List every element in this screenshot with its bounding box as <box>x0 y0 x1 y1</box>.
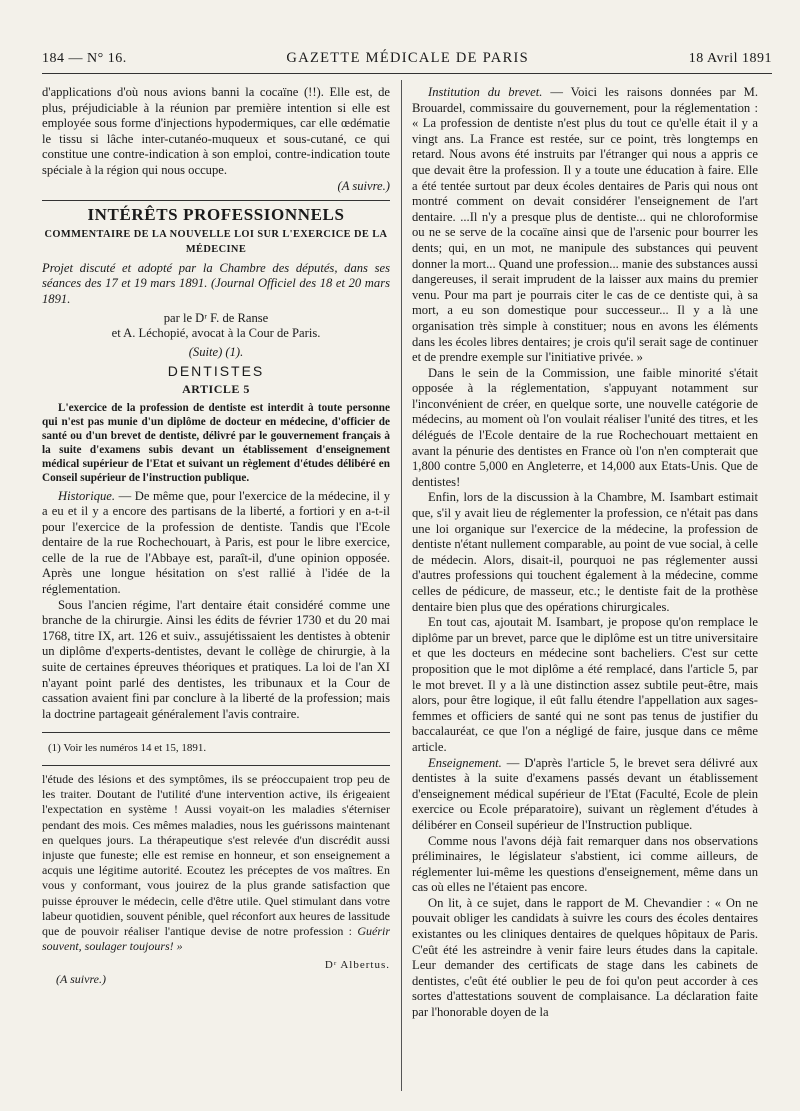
brevet-paragraph: En tout cas, ajoutait M. Isambart, je propose qu'on remplace le diplôme par un brevet, parce que le diplôme est un titre universitaire et que les docteurs en médecine sont bacheliers. C'est sur cette proposition que le mot diplôme a été remplacé, dans l'article 5, par le mot brevet. Il y a là une distinction assez subtile peut-être, mais alors, pour être logique, il eût fallu étendre l'appellation aux sages-femmes et officiers de santé qui ne sont pas tenus de justifier du baccalauréat, ce que l'on a négligé de faire, jusque dans ce même article. <box>412 615 758 754</box>
historique-paragraph <box>42 489 390 598</box>
enseignement-paragraph <box>412 756 758 834</box>
isambart-paragraph: Enfin, lors de la discussion à la Chambre, M. Isambart estimait que, s'il y avait lieu de réglementer la profession, ce n'était pas dans une loi organique sur l'exercice de la médecine, la profession de dentiste n'étant nullement comparable, au point de vue social, à celle de médecin. Alors, disait-il, pourquoi ne pas réglementer aussi d'autres professions qui touchent également à la médecine, comme celles de pédicure, de masseur, etc.; le dentiste fait de la prothèse dentaire bien plus que des opérations chirurgicales. <box>412 490 758 614</box>
institution-paragraph <box>412 85 758 366</box>
historique-label: Historique. <box>58 488 116 503</box>
divider <box>42 732 390 733</box>
divider <box>42 765 390 766</box>
motto: Guérir souvent, soulager toujours! » <box>42 924 390 954</box>
page-number: 184 — N° 16. <box>42 51 127 66</box>
continued-paragraph: d'applications d'où nous avions banni la cocaïne (!!). Elle est, de plus, préjudiciable à la réunion par première intention si elle est employée sous forme d'injections hypodermiques, car elle œdématie le tissu si lâche inter-cutanéo-muqueux et sous-cutané, ce qui constitue une contre-indication à son emploi, contre-indication toute spéciale à la région qui nous occupe. <box>42 85 390 177</box>
regime-paragraph: Sous l'ancien régime, l'art dentaire était considéré comme une branche de la chirurgie. Ainsi les édits de février 1730 et du 20 mai 1768, titre IX, art. 126 et suiv., assujétissaient les dentistes à obtenir un diplôme d'experts-dentistes, devant le collège de chirurgie, à la suite de certaines épreuves théoriques et pratiques. La loi de l'an XI n'ayant point parlé des dentistes, les tribunaux et la Cour de cassation avaient fini par conclure à la liberté de la profession; mais la doctrine partageait généralement l'avis contraire. <box>42 597 390 721</box>
institution-text: — Voici les raisons données par M. Brouardel, commissaire du gouvernement, pour la réglementation : « La profession de dentiste n'est plus du tout ce qu'elle était il y a vingt ans. La France est restée, sur ce point, très longtemps en retard. Nous avons été instruits par l'étranger qui nous a appris ce que devait être la profession. Il y a toute une éducation à faire. Elle a été tentée surtout par deux écoles dentaires de Paris qui nous ont montré comment on devait considérer l'enseignement de l'art dentaire. ...Il n'y a presque plus de dentiste... qui ne chloroformise ou ne se serve de la cocaïne ainsi que de l'arsenic pour bourrer les dents; qui, en un mot, ne manipule des substances qui peuvent donner la mort... Quand une profession... manie des substances aussi dangereuses, il serait imprudent de la laisser aux mains du premier venu. Pour ma part je pourrais citer le cas de ce dentiste qui, à sa mort, a eu son domestique pour successeur... Il y a là une organisation très simple à constituer; nous en avons les éléments dans les écoles libres dentaires; je crois qu'il serait sage de continuer et de prendre exemple sur l'initiative privée. » <box>412 85 758 365</box>
author-line-2: et A. Léchopié, avocat à la Cour de Paris. <box>111 326 321 341</box>
feuilleton-text: l'étude des lésions et des symptômes, ils se préoccupaient trop peu de les traiter. Doutant de l'utilité d'une intervention active, ils érigeaient l'expectation en système ! Aussi voyait-on les maladies s'éterniser pendant des mois. Ces mêmes maladies, nous les guérissons maintenant en quelques jours. La thérapeutique s'est relevée d'un discrédit aussi injuste que funeste; elle est remise en honneur, et son enseignement a acquis une légitime autorité. Ecoutez les préceptes de vos maîtres. En vous y conformant, vous jouirez de la plus grande satisfaction que puisse éprouver le médecin, celle d'être utile. Quel stimulant dans votre labeur quotidien, souvent pénible, quel réconfort aux heures de lassitude que de pouvoir réaliser l'antique devise de notre profession : <box>42 772 390 939</box>
suite-label: (Suite) (1). <box>188 344 244 359</box>
chevandier-paragraph: On lit, à ce sujet, dans le rapport de M. Chevandier : « On ne pouvait obliger les candidats à suivre les cours des écoles dentaires existantes ou les cliniques dentaires de quelques hôpitaux de Paris. C'eût été les astreindre à venir faire leurs études dans la capitale. Leur demander des certificats de stage dans les cabinets de dentistes, c'eût été oublier le peu de foi qu'on peut accorder à ces sortes d'attestations souvent de complaisance. La déclaration faite par l'honorable doyen de la <box>412 895 758 1020</box>
historique-text: — De même que, pour l'exercice de la médecine, il y a eu et il y a encore des partisans de la liberté, a fortiori y en a-t-il pour l'exercice de la profession de dentiste. Tandis que l'Ecole dentaire de la rue Rochechouart, à Paris, est pour le libre exercice, celle de la rue de l'Abbaye est, paraît-il, d'une opinion opposée. Après une longue hésitation on s'est rallié à l'idée de la réglementation. <box>42 488 390 597</box>
lead-text: Projet discuté et adopté par la Chambre des députés, dans ses séances des 17 et 19 mars 1891. (Journal Officiel des 18 et 20 mars 1891. <box>42 260 390 306</box>
institution-label: Institution du brevet. <box>428 85 543 99</box>
right-column <box>412 85 758 1021</box>
left-column <box>42 85 390 988</box>
to-be-continued-2: (A suivre.) <box>56 972 106 987</box>
section-title: INTÉRÊTS PROFESSIONNELS <box>87 205 345 225</box>
signature: Dʳ Albertus. <box>324 959 390 972</box>
to-be-continued: (A suivre.) <box>337 178 390 193</box>
footnote: (1) Voir les numéros 14 et 15, 1891. <box>48 742 207 755</box>
header-rule <box>42 73 772 74</box>
article-subtitle: COMMENTAIRE DE LA NOUVELLE LOI SUR L'EXERCICE DE LA MÉDECINE <box>44 228 388 255</box>
observations-paragraph: Comme nous l'avons déjà fait remarquer dans nos observations préliminaires, le législateur s'abstient, ici comme ailleurs, de réglementer lui-même les questions d'enseignement, même dans un cas où elles ne l'étaient pas encore. <box>412 833 758 895</box>
commission-paragraph: Dans le sein de la Commission, une faible minorité s'était opposée à la réglementation, s'appuyant notamment sur l'inconvénient de créer, en quelque sorte, une nouvelle catégorie de médecins, au moment où l'on voulait réaliser l'unité des titres, et les délégués de l'Ecole dentaire de la rue Rochechouart mettaient en avant la pénurie des dentistes en France où l'on n'en compterait que 1,800 contre 5,000 en Angleterre, et 14,000 aux Etats-Unis. Que de dentistes! <box>412 365 758 489</box>
enseignement-label: Enseignement. <box>428 755 502 770</box>
journal-title: GAZETTE MÉDICALE DE PARIS <box>286 50 530 66</box>
article-text: L'exercice de la profession de dentiste est interdit à toute personne qui n'est pas munie d'un diplôme de docteur en médecine, d'officier de santé ou d'un brevet de dentiste, délivré par le gouvernement français à la suite d'examens subis devant un établissement d'enseignement médical supérieur de l'Etat et suivant un règlement d'études délibéré en Conseil supérieur de l'instruction publique. <box>42 401 390 484</box>
issue-date: 18 Avril 1891 <box>688 51 772 66</box>
column-divider <box>401 80 402 1091</box>
subsection-title: DENTISTES <box>167 363 265 380</box>
enseignement-text: — D'après l'article 5, le brevet sera délivré aux dentistes à la suite d'examens passés devant un établissement d'enseignement médical supérieur de l'Etat (Faculté, Ecole de plein exercice ou Ecole préparatoire), suivant un règlement d'études à délibérer en Conseil supérieur de l'Instruction publique. <box>412 755 758 832</box>
author-line-1: par le Dʳ F. de Ranse <box>163 310 269 325</box>
feuilleton-paragraph <box>42 772 390 954</box>
divider <box>42 200 390 201</box>
article-heading: ARTICLE 5 <box>182 381 250 396</box>
running-header <box>42 50 772 72</box>
